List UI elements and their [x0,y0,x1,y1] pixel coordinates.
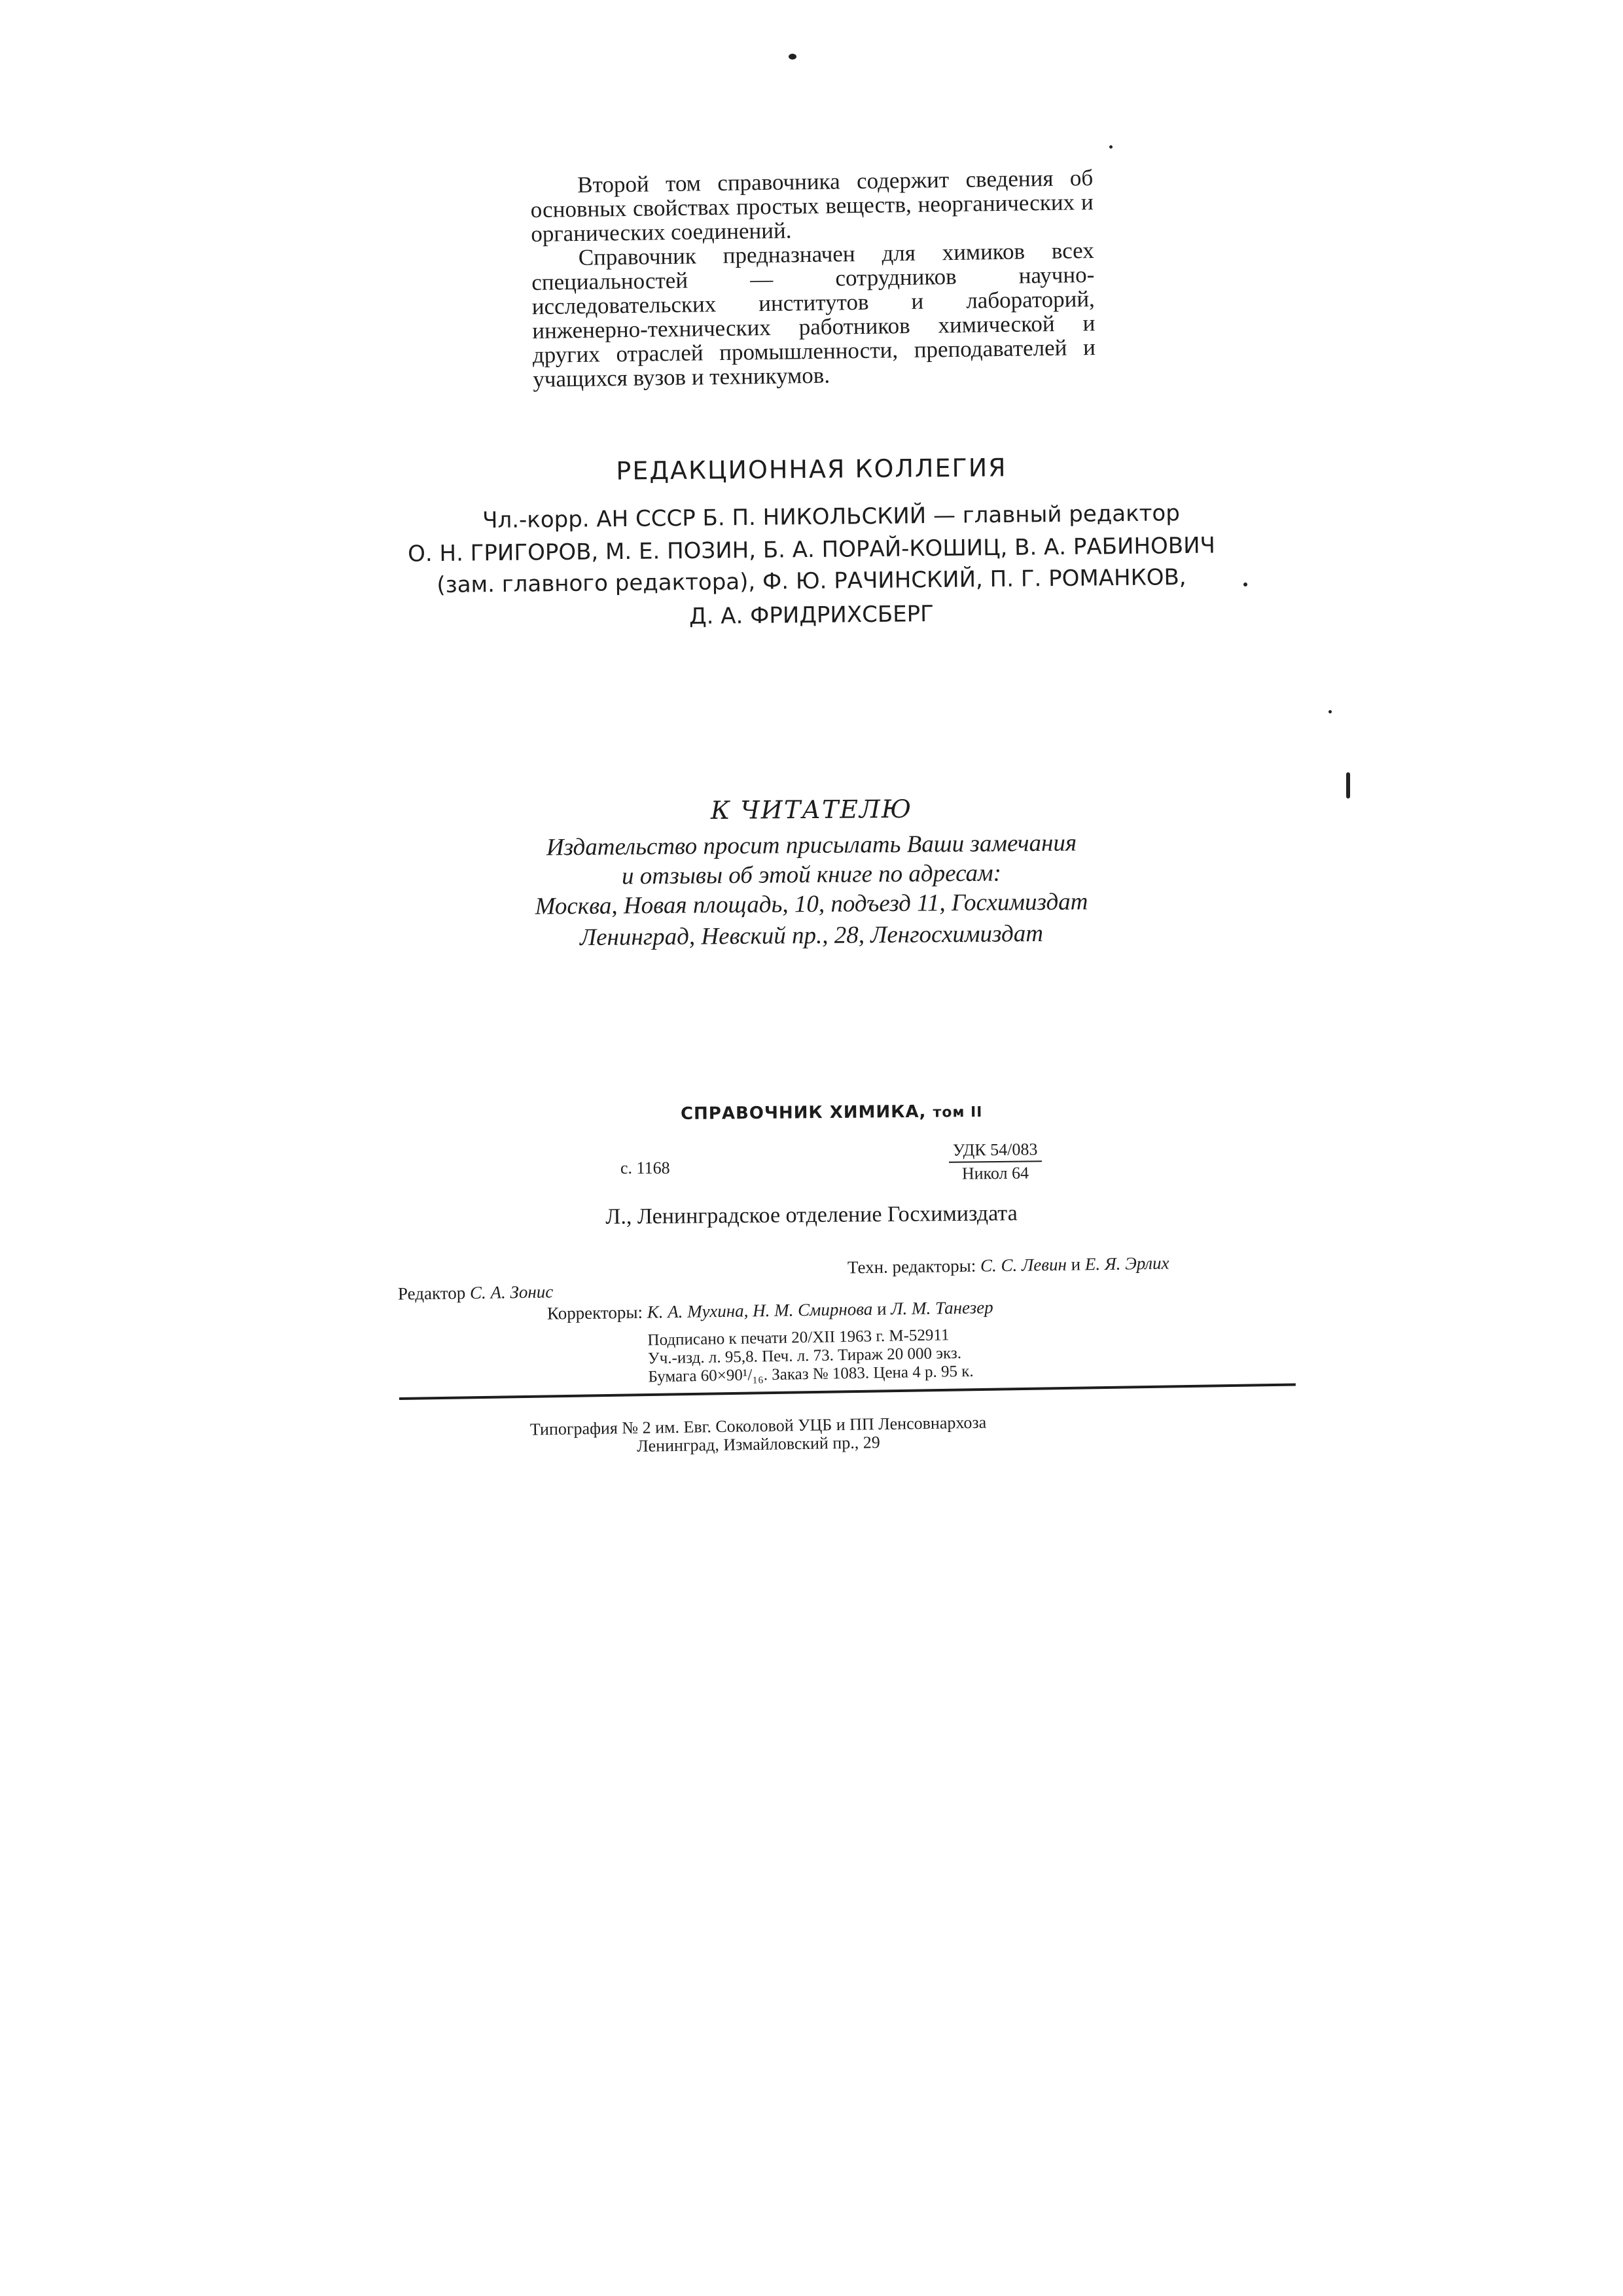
annotation-block [530,166,1096,391]
editorial-board-title: РЕДАКЦИОННАЯ КОЛЛЕГИЯ [616,453,1007,486]
tech-editors-credit [847,1253,1169,1278]
imprint-book-title [681,1102,983,1124]
publisher-line: Л., Ленинградское отделение Госхимиздата [605,1201,1018,1229]
print-details-line: Бумага 60×90¹/₁₆. Заказ № 1083. Цена 4 р. 95 к. [648,1362,974,1386]
tech-editor-name: С. С. Левин [980,1254,1067,1276]
proofreaders-credit [547,1297,993,1324]
printing-house-line: Типография № 2 им. Евг. Соколовой УЦБ и ПП Ленсовнархоза [529,1412,987,1439]
scan-speck [1109,145,1113,149]
scan-speck [1329,710,1332,713]
to-reader-line: и отзывы об этой книге по адресам: [621,859,1002,890]
editorial-board-line: О. Н. ГРИГОРОВ, М. Е. ПОЗИН, Б. А. ПОРАЙ-КОШИЦ, В. А. РАБИНОВИЧ [407,532,1216,567]
editorial-board-line: Чл.-корр. АН СССР Б. П. НИКОЛЬСКИЙ — главный редактор [482,500,1181,534]
proofreaders-names: К. А. Мухина, Н. М. Смирнова [647,1299,873,1322]
tech-editor-name: Е. Я. Эрлих [1084,1253,1169,1274]
udc-top: УДК 54/083 [949,1139,1042,1162]
proofreaders-names: Л. М. Танезер [891,1297,993,1319]
to-reader-line: Издательство просит присылать Ваши замечания [546,829,1077,861]
page-count: с. 1168 [620,1158,670,1177]
conjunction: и [876,1299,887,1319]
udc-bottom: Никол 64 [961,1163,1029,1183]
scan-speck [789,54,796,60]
print-details-line: Подписано к печати 20/XII 1963 г. М-52911 [647,1326,950,1350]
to-reader-line: Москва, Новая площадь, 10, подъезд 11, Госхимиздат [535,888,1088,920]
print-details [647,1326,974,1387]
udc-code [949,1139,1042,1183]
editor-label: Редактор [397,1283,466,1304]
annotation-paragraph: Справочник предназначен для химиков всех специальностей — сотрудников научно-исследовательских институтов и лабораторий, инженерно-технических работников химической и других отраслей промышленности, преподавателей и учащихся вузов и техникумов. [531,237,1096,392]
annotation-paragraph: Второй том справочника содержит сведения об основных свойствах простых веществ, неорганических и органических соединений. [530,164,1094,247]
editor-name: С. А. Зонис [469,1282,554,1303]
printing-house-line: Ленинград, Измайловский пр., 29 [636,1433,880,1456]
book-title-text: СПРАВОЧНИК ХИМИКА, [680,1102,927,1124]
book-volume-text: том II [933,1103,983,1121]
printing-house [530,1414,987,1458]
tech-editors-label: Техн. редакторы: [847,1255,976,1278]
proofreaders-label: Корректоры: [546,1302,643,1323]
conjunction: и [1071,1254,1081,1274]
to-reader-title: К ЧИТАТЕЛЮ [710,794,913,825]
print-details-line: Уч.-изд. л. 95,8. Печ. л. 73. Тираж 20 000 экз. [647,1344,962,1368]
editor-credit [398,1282,554,1304]
editorial-board-line: Д. А. ФРИДРИХСБЕРГ [688,601,935,630]
horizontal-rule [399,1383,1296,1400]
to-reader-line: Ленинград, Невский пр., 28, Ленгосхимиздат [579,920,1044,952]
editorial-board-line: (зам. главного редактора), Ф. Ю. РАЧИНСКИЙ, П. Г. РОМАНКОВ, [437,564,1186,598]
